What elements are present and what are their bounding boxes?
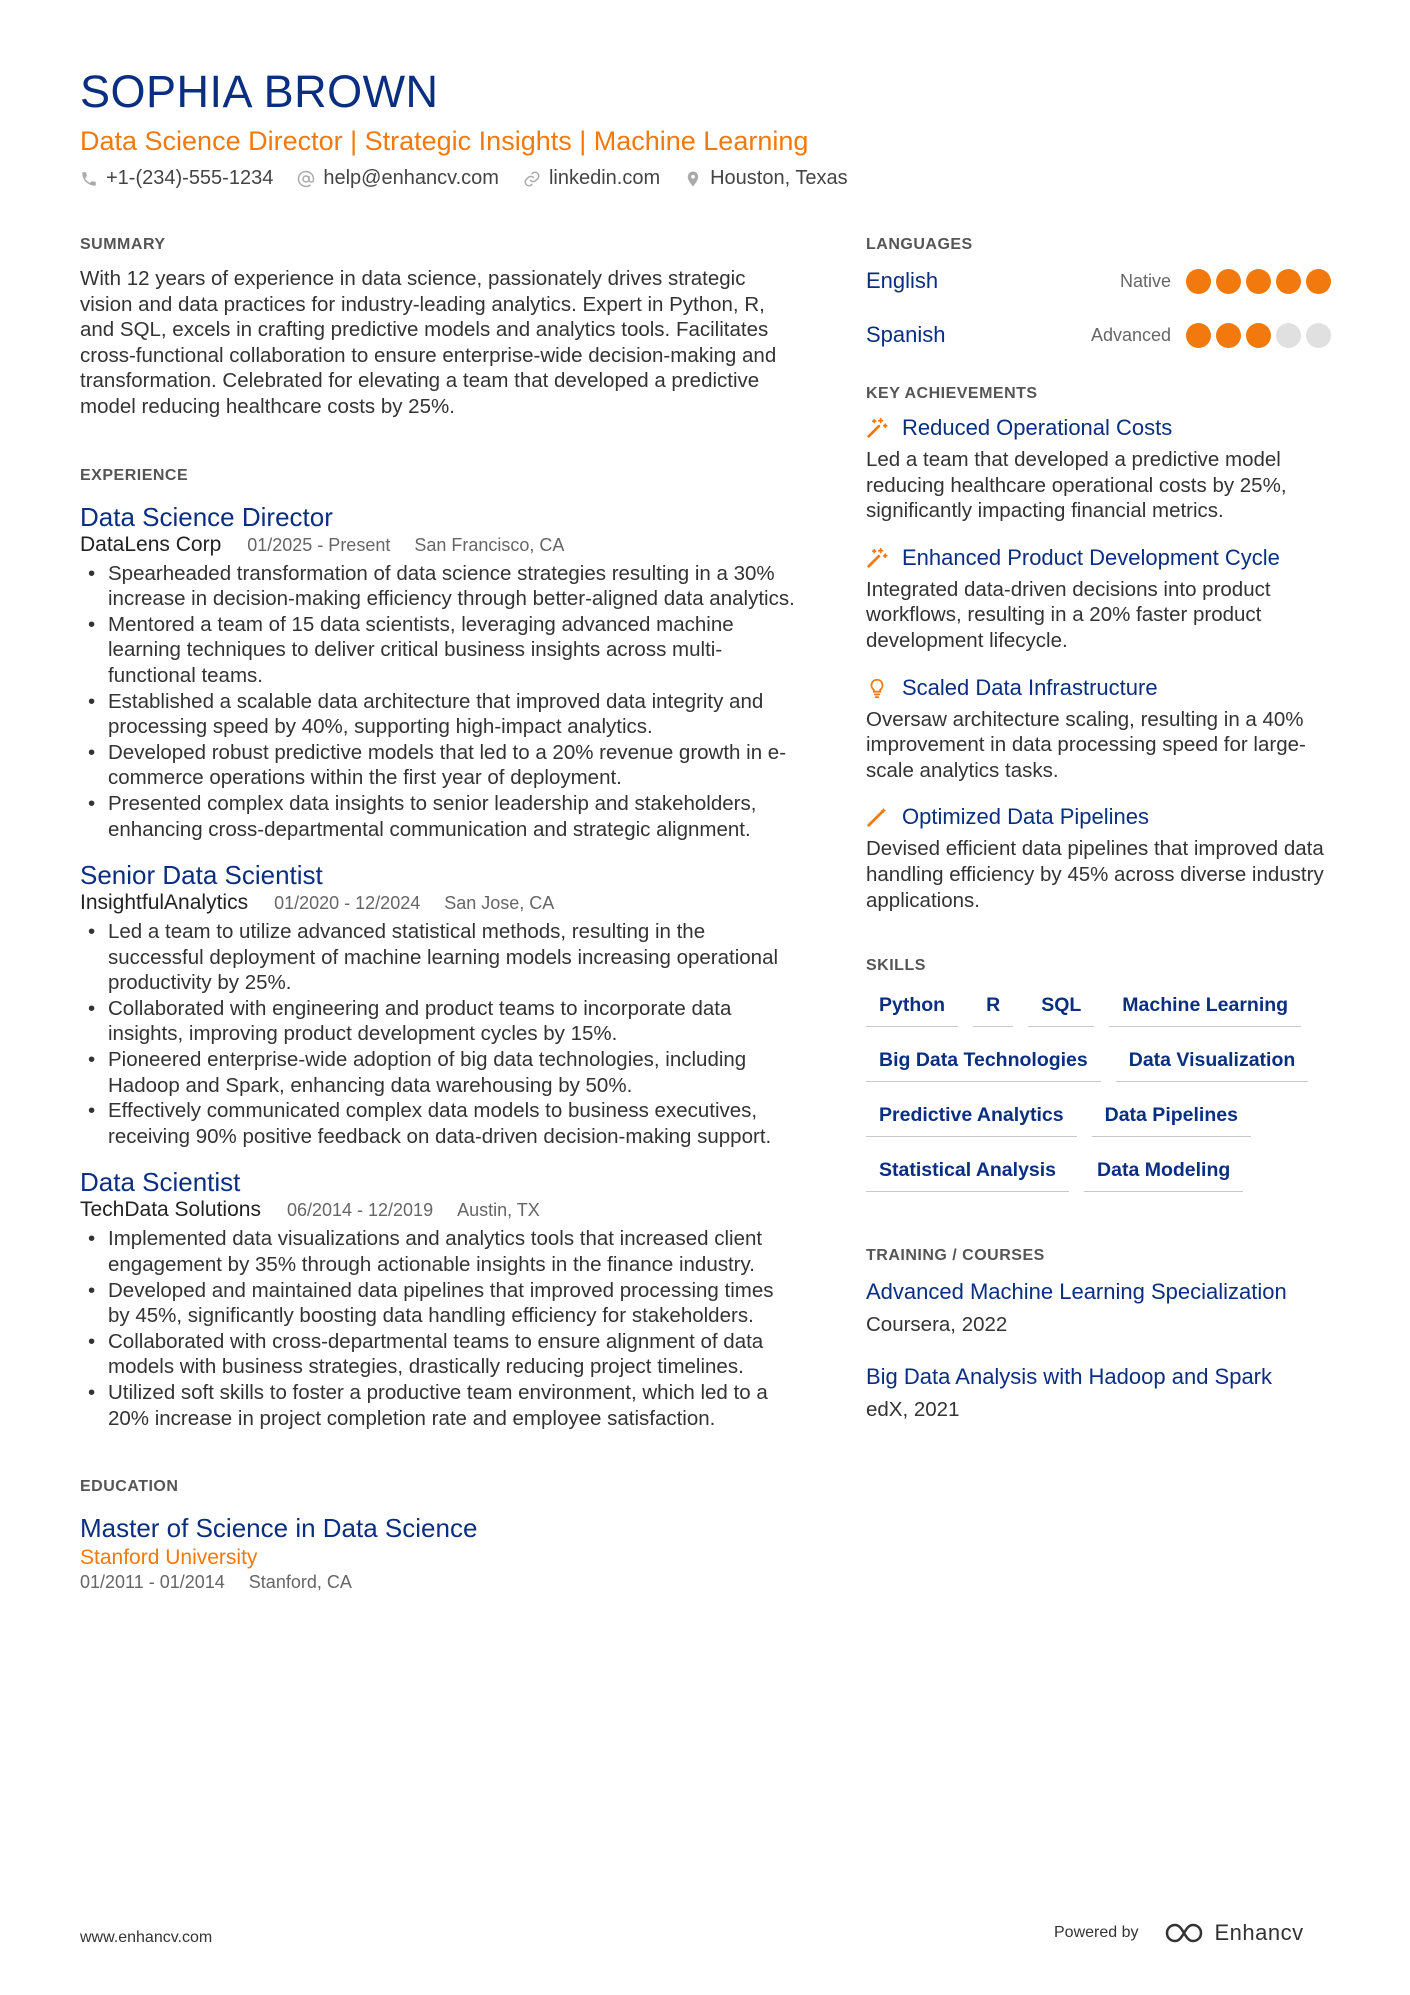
candidate-name: SOPHIA BROWN [80,66,439,117]
achievements-section [866,385,1340,913]
language-name: Spanish [866,322,946,347]
job-dates: 06/2014 - 12/2019 [286,1200,434,1221]
course-provider: edX, 2021 [866,1398,960,1422]
powered-by-label: Powered by [1054,1924,1139,1941]
candidate-tagline: Data Science Director | Strategic Insights | Machine Learning [80,126,809,156]
contact-email-text[interactable]: help@enhancv.com [323,167,499,189]
course-title: Advanced Machine Learning Specialization [866,1279,1287,1305]
bullet-text: Established a scalable data architecture that improved data integrity and processing speed by 40%, supporting high-impact analytics. [108,689,764,739]
course-item [866,1279,1340,1337]
skills-heading: SKILLS [866,957,926,975]
contact-bar [80,167,872,190]
job-bullets [80,561,795,843]
magic-wand-icon [866,417,888,439]
rating-dot-filled [1216,269,1241,294]
course-title: Big Data Analysis with Hadoop and Spark [866,1364,1273,1390]
bullet-text: Presented complex data insights to senior leadership and stakeholders, enhancing cross-departmental communication and strategic alignment. [108,791,757,841]
experience-heading: EXPERIENCE [80,466,189,484]
skills-list [866,993,1340,1213]
training-section [866,1247,1340,1422]
enhancv-logo-icon [1163,1921,1209,1945]
job-bullet [80,740,795,791]
languages-heading: LANGUAGES [866,236,973,253]
achievement-description: Oversaw architecture scaling, resulting in a 40% improvement in data processing speed for large-scale analytics tasks. [866,707,1306,782]
bullet-dot: • [88,1278,96,1302]
bullet-dot: • [88,1329,96,1353]
achievement-item [866,415,1340,524]
achievement-item [866,804,1340,913]
at-icon [297,170,315,188]
job-location: San Jose, CA [444,893,555,914]
magic-wand-icon [866,547,888,569]
job-dates: 01/2020 - 12/2024 [274,893,421,914]
rating-dot-filled [1276,269,1301,294]
contact-linkedin-text[interactable]: linkedin.com [548,167,661,189]
job-bullet [80,1329,795,1380]
skill-tag: R [973,993,1013,1027]
education-school: Stanford University [80,1546,258,1570]
wand-icon [866,806,888,828]
skill-tag: Python [866,993,958,1027]
skill-tag: Data Visualization [1116,1048,1309,1082]
bullet-dot: • [88,1381,96,1404]
bullet-dot: • [88,612,96,636]
footer-website[interactable]: www.enhancv.com [80,1929,213,1946]
phone-icon [80,170,98,188]
bullet-dot: • [88,791,96,815]
job-dates: 01/2025 - Present [247,534,391,555]
rating-dot-filled [1186,323,1211,348]
course-provider: Coursera, 2022 [866,1313,1008,1337]
experience-entry [80,502,795,843]
job-meta [80,533,795,557]
job-bullet [80,996,795,1047]
rating-dot-empty [1276,323,1301,348]
enhancv-brand-name: Enhancv [1214,1920,1304,1945]
achievement-description: Devised efficient data pipelines that improved data handling efficiency by 45% across diverse industry applications. [866,837,1324,912]
summary-section [80,236,795,420]
job-bullet [80,612,795,689]
bullet-text: Developed and maintained data pipelines that improved processing times by 45%, significantly boosting data handling efficiency for stakeholders. [108,1278,774,1328]
summary-text: With 12 years of experience in data science, passionately drives strategic vision and data practices for industry-leading analytics. Expert in Python, R, and SQL, excels in crafting predictive models and analytics tools. Facilitates cross-functional collaboration to ensure enterprise-wide decision-making and transformation. Celebrated for elevating a team that developed a predictive model reducing healthcare costs by 25%. [80,267,777,418]
job-bullets [80,1226,795,1431]
education-dates: 01/2011 - 01/2014 [80,1572,225,1593]
language-level: Native [1119,270,1171,291]
job-bullet [80,1098,795,1149]
achievement-item [866,545,1340,654]
achievement-description: Integrated data-driven decisions into product workflows, resulting in a 20% faster product development lifecycle. [866,577,1271,652]
course-item [866,1364,1340,1422]
experience-entry [80,860,795,1149]
achievement-description: Led a team that developed a predictive model reducing healthcare operational costs by 25%, significantly impacting financial metrics. [866,448,1287,523]
job-bullet [80,1047,795,1098]
job-bullet [80,689,795,740]
contact-email[interactable] [297,167,499,190]
footer-branding [1054,1920,1304,1946]
language-rating [1186,323,1336,348]
achievements-heading: KEY ACHIEVEMENTS [866,385,1038,402]
achievement-header [866,415,1340,441]
achievement-header [866,804,1340,830]
bullet-text: Utilized soft skills to foster a productive team environment, which led to a 20% increase in project completion rate and employee satisfaction. [108,1381,768,1430]
job-bullet [80,919,795,996]
achievement-title: Optimized Data Pipelines [902,804,1150,830]
experience-section [80,467,795,1432]
bullet-dot: • [88,996,96,1020]
contact-phone [80,167,273,190]
bullet-text: Implemented data visualizations and analytics tools that increased client engagement by 35% through actionable insights in the finance industry. [108,1227,763,1277]
job-company: DataLens Corp [80,532,222,556]
skill-tag: Data Pipelines [1092,1103,1251,1137]
summary-heading: SUMMARY [80,236,166,253]
education-heading: EDUCATION [80,1478,179,1496]
contact-linkedin[interactable] [523,167,660,190]
job-location: Austin, TX [457,1200,540,1221]
rating-dot-filled [1246,269,1271,294]
rating-dot-empty [1306,323,1331,348]
contact-location-text: Houston, Texas [710,167,848,189]
job-bullet [80,791,795,842]
skill-tag: Predictive Analytics [866,1103,1077,1137]
achievement-title: Enhanced Product Development Cycle [902,544,1280,570]
lightbulb-icon [866,677,888,699]
bullet-dot: • [88,920,96,944]
skill-tag: Big Data Technologies [866,1048,1101,1082]
language-name: English [866,268,939,293]
skills-section [866,957,1340,1213]
job-title: Data Scientist [80,1167,241,1198]
job-location: San Francisco, CA [414,534,565,555]
job-company: TechData Solutions [80,1198,261,1222]
link-icon [523,170,541,188]
language-rating [1186,269,1336,294]
skill-tag: Statistical Analysis [866,1158,1069,1192]
enhancv-logo[interactable] [1163,1920,1304,1946]
job-company: InsightfulAnalytics [80,891,249,915]
bullet-text: Spearheaded transformation of data science strategies resulting in a 30% increase in decision-making efficiency through better-aligned data analytics. [108,561,795,611]
job-bullet [80,1380,795,1431]
achievement-title: Reduced Operational Costs [902,415,1173,440]
bullet-dot: • [88,740,96,764]
bullet-text: Led a team to utilize advanced statistical methods, resulting in the successful deployment of machine learning models increasing operational productivity by 25%. [108,920,779,995]
job-bullet [80,1226,795,1277]
skill-tag: Data Modeling [1084,1158,1243,1192]
job-title: Data Science Director [80,501,333,532]
bullet-text: Collaborated with engineering and product teams to incorporate data insights, improving product development cycles by 15%. [108,996,732,1046]
achievement-item [866,675,1340,784]
bullet-dot: • [88,561,96,585]
skill-tag: Machine Learning [1109,993,1301,1027]
contact-phone-text: +1-(234)-555-1234 [106,167,274,189]
job-title: Senior Data Scientist [80,860,323,891]
bullet-dot: • [88,1048,96,1072]
education-section [80,1478,795,1593]
education-location: Stanford, CA [248,1572,352,1593]
bullet-text: Developed robust predictive models that led to a 20% revenue growth in e-commerce operations within the first year of deployment. [108,740,787,790]
language-level: Advanced [1090,324,1171,345]
rating-dot-filled [1246,323,1271,348]
languages-section [866,236,1340,350]
education-degree: Master of Science in Data Science [80,1513,478,1544]
rating-dot-filled [1216,323,1241,348]
contact-location [684,167,848,190]
bullet-dot: • [88,1099,96,1123]
language-row [866,320,1340,350]
bullet-text: Effectively communicated complex data models to business executives, receiving 90% positive feedback on data-driven decision-making support. [108,1099,772,1148]
job-bullet [80,1278,795,1329]
job-meta [80,891,795,915]
rating-dot-filled [1186,269,1211,294]
location-pin-icon [684,170,702,188]
bullet-dot: • [88,689,96,713]
skill-tag: SQL [1028,993,1094,1027]
job-bullet [80,561,795,612]
training-heading: TRAINING / COURSES [866,1247,1045,1265]
language-row [866,266,1340,296]
job-meta [80,1198,795,1222]
achievement-header [866,675,1340,701]
bullet-text: Collaborated with cross-departmental teams to ensure alignment of data models with business strategies, drastically reducing project timelines. [108,1329,764,1379]
job-bullets [80,919,795,1149]
achievement-title: Scaled Data Infrastructure [902,674,1158,700]
rating-dot-filled [1306,269,1331,294]
bullet-text: Mentored a team of 15 data scientists, leveraging advanced machine learning techniques to deliver critical business insights across multi-functional teams. [108,612,734,687]
bullet-dot: • [88,1227,96,1251]
bullet-text: Pioneered enterprise-wide adoption of big data technologies, including Hadoop and Spark, enhancing data warehousing by 50%. [108,1048,747,1097]
right-column [866,236,1340,1422]
achievement-header [866,545,1340,571]
experience-entry [80,1167,795,1431]
left-column [80,236,795,1593]
education-meta [80,1572,795,1593]
